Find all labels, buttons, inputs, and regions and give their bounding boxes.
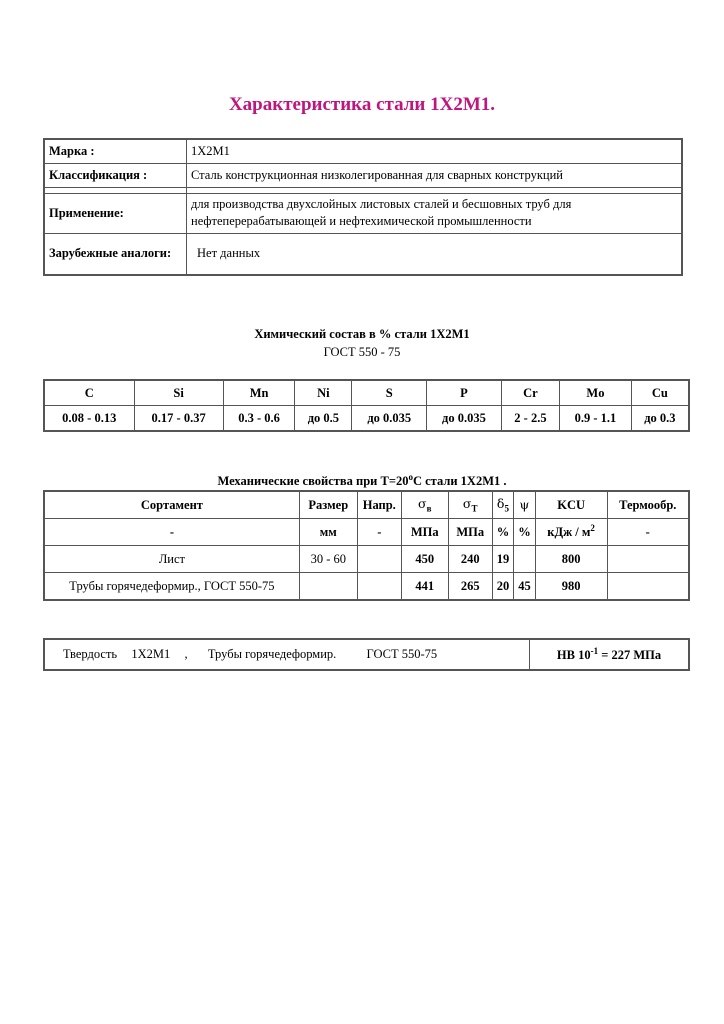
mech-caption-text-end: С стали 1Х2М1 .: [412, 474, 507, 489]
delta-subscript: 5: [504, 503, 509, 514]
sigma-t-subscript: T: [471, 503, 478, 514]
table-row: [44, 519, 689, 546]
chemical-composition-table: [43, 379, 690, 432]
mech-header-direction: Напр.: [357, 491, 401, 519]
table-row: [44, 233, 682, 275]
chem-header: Mn: [223, 380, 295, 406]
mech-header-sigma-b: [401, 491, 448, 519]
chem-header: Mo: [560, 380, 632, 406]
chem-value: 0.3 - 0.6: [223, 406, 295, 432]
chem-header: Cr: [501, 380, 559, 406]
chem-value: 2 - 2.5: [501, 406, 559, 432]
info-label-classification: Классификация :: [44, 163, 187, 187]
info-label-application: Применение:: [44, 193, 187, 233]
info-value-application: для производства двухслойных листовых сталей и бесшовных труб для нефтеперерабатывающей и нефтехимической промышленности: [187, 193, 683, 233]
table-row: [44, 193, 682, 233]
mech-cell-sortament: Трубы горячедеформир., ГОСТ 550-75: [44, 573, 299, 601]
hardness-value-prefix: HB 10: [556, 648, 591, 663]
table-row: [44, 573, 689, 601]
hardness-value-exponent: -1: [590, 645, 599, 656]
chem-header: P: [427, 380, 502, 406]
mech-header-size: Размер: [299, 491, 357, 519]
mech-cell-psi: [514, 546, 536, 573]
mech-unit-kcu: [535, 519, 607, 546]
mech-cell-sigma-b: 441: [401, 573, 448, 601]
chem-value: до 0.035: [427, 406, 502, 432]
info-value-grade: 1Х2М1: [187, 139, 683, 163]
mech-cell-thermo: [607, 546, 689, 573]
mech-cell-sortament: Лист: [44, 546, 299, 573]
sigma-symbol: σ: [462, 496, 472, 512]
mech-cell-delta: 19: [492, 546, 514, 573]
page-title: Характеристика стали 1Х2М1.: [228, 94, 496, 115]
delta-symbol: δ: [496, 496, 505, 512]
hardness-standard: ГОСТ 550-75: [366, 647, 438, 661]
mech-header-delta: [492, 491, 514, 519]
mech-unit: МПа: [401, 519, 448, 546]
mech-header-psi: [514, 491, 536, 519]
chem-caption: Химический состав в % стали 1Х2М1: [254, 327, 470, 341]
info-label-grade: Марка :: [44, 139, 187, 163]
sigma-symbol: σ: [418, 496, 427, 512]
chem-value: 0.9 - 1.1: [560, 406, 632, 432]
mech-unit-kcu-text: кДж / м: [547, 525, 591, 540]
mech-unit: %: [492, 519, 514, 546]
hardness-grade: 1Х2М1: [131, 647, 171, 661]
mech-cell-size: 30 - 60: [299, 546, 357, 573]
mech-caption-text: Механические свойства при Т=20: [217, 474, 409, 489]
mech-cell-direction: [357, 573, 401, 601]
mech-unit: %: [514, 519, 536, 546]
table-row: [44, 491, 689, 519]
mech-cell-direction: [357, 546, 401, 573]
table-row: [44, 163, 682, 187]
hardness-value-suffix: = 227 МПа: [601, 648, 662, 663]
mech-header-thermo: Термообр.: [607, 491, 689, 519]
hardness-separator: ,: [184, 647, 188, 661]
hardness-product: Трубы горячедеформир.: [207, 647, 337, 661]
sigma-b-subscript: в: [426, 503, 432, 514]
mech-cell-size: [299, 573, 357, 601]
mechanical-properties-table: [43, 490, 690, 601]
table-row: [44, 380, 689, 406]
mech-cell-sigma-t: 240: [448, 546, 492, 573]
info-value-classification: Сталь конструкционная низколегированная для сварных конструкций: [187, 163, 683, 187]
chem-header: Cu: [631, 380, 689, 406]
mech-cell-sigma-t: 265: [448, 573, 492, 601]
mech-cell-psi: 45: [514, 573, 536, 601]
chem-header: C: [44, 380, 134, 406]
chem-header: Ni: [295, 380, 352, 406]
mech-caption-degree: o: [408, 472, 413, 482]
hardness-table: [43, 638, 690, 671]
mech-unit: -: [357, 519, 401, 546]
table-row: [44, 546, 689, 573]
table-row: [44, 139, 682, 163]
mech-cell-delta: 20: [492, 573, 514, 601]
chem-standard: ГОСТ 550 - 75: [323, 345, 401, 359]
info-value-analogs: Нет данных: [187, 233, 683, 275]
mech-header-sigma-t: [448, 491, 492, 519]
hardness-description: [44, 639, 530, 670]
chem-header: S: [352, 380, 427, 406]
mech-cell-kcu: 800: [535, 546, 607, 573]
hardness-label: Твердость: [63, 647, 118, 661]
mech-cell-kcu: 980: [535, 573, 607, 601]
chem-value: 0.08 - 0.13: [44, 406, 134, 432]
mech-caption: [0, 472, 724, 489]
chem-value: до 0.035: [352, 406, 427, 432]
chem-value: до 0.3: [631, 406, 689, 432]
chem-header: Si: [134, 380, 223, 406]
mech-unit: МПа: [448, 519, 492, 546]
mech-header-sortament: Сортамент: [44, 491, 299, 519]
mech-header-kcu: KCU: [535, 491, 607, 519]
steel-info-table: [43, 138, 683, 276]
mech-unit: -: [44, 519, 299, 546]
mech-unit-kcu-sup: 2: [590, 523, 595, 534]
hardness-value: [530, 639, 690, 670]
info-label-analogs: Зарубежные аналоги:: [44, 233, 187, 275]
table-row: [44, 639, 689, 670]
psi-symbol: ψ: [519, 497, 530, 512]
mech-cell-sigma-b: 450: [401, 546, 448, 573]
mech-unit: мм: [299, 519, 357, 546]
mech-cell-thermo: [607, 573, 689, 601]
chem-value: до 0.5: [295, 406, 352, 432]
mech-unit: -: [607, 519, 689, 546]
chem-value: 0.17 - 0.37: [134, 406, 223, 432]
table-row: [44, 406, 689, 432]
